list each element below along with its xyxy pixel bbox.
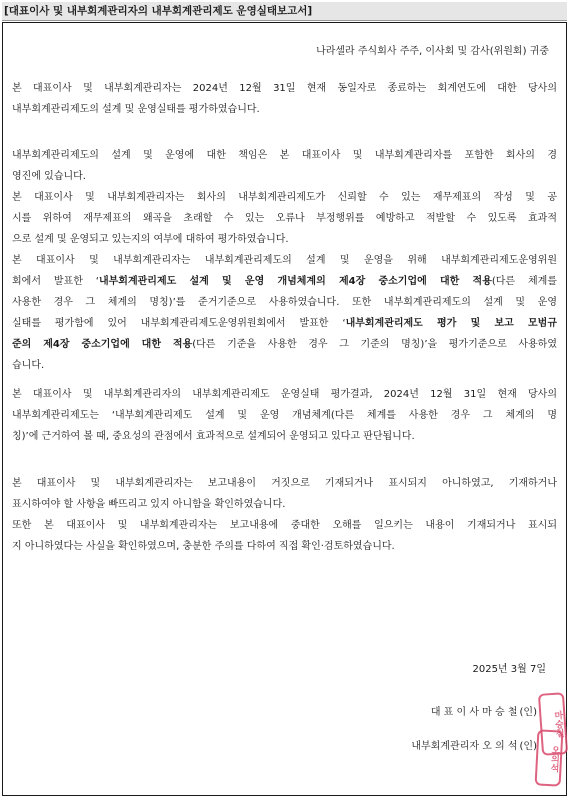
- paragraph-confirmation: [12, 473, 557, 557]
- text-line: 내부회계관리제도의 설계 및 운영실태를 평가하였습니다.: [12, 104, 260, 115]
- text-line: 사용한 경우 그 체계의 명칭)’를 준거기준으로 사용하였습니다. 또한 내부회계관리제도의 설계 및 운영: [12, 297, 557, 308]
- report-title-bar: [2, 2, 567, 21]
- text-line: 시를 위하여 재무제표의 왜곡을 초래할 수 있는 오류나 부정행위를 예방하고 적발할 수 있도록 효과적: [12, 213, 557, 224]
- text-line: 또한 본 대표이사 및 내부회계관리자는 보고내용에 중대한 오해를 일으키는 내용이 기재되거나 표시되: [12, 520, 557, 531]
- text-line: 본 대표이사 및 내부회계관리자는 2024년 12월 31일 현재 동일자로 종료하는 회계연도에 대한 당사의: [12, 83, 557, 94]
- report-date: 2025년 3월 7일: [472, 664, 546, 675]
- manager-seal-stamp: 오의석: [535, 729, 564, 786]
- manager-name: 내부회계관리자 오 의 석: [411, 741, 518, 752]
- report-title: [대표이사 및 내부회계관리자의 내부회계관리제도 운영실태보고서]: [4, 5, 313, 17]
- text-line: 내부회계관리제도의 설계 및 운영에 대한 책임은 본 대표이사 및 내부회계관리자를 포함한 회사의 경: [12, 150, 557, 161]
- text-line: 본 대표이사 및 내부회계관리자는 내부회계관리제도의 설계 및 운영을 위해 내부회계관리제도운영위원: [12, 255, 557, 266]
- text-line: 본 대표이사 및 내부회계관리자는 보고내용이 거짓으로 기재되거나 표시되지 아니하였고, 기재하거나: [12, 478, 557, 489]
- text-line: 내부회계관리제도는 ‘내부회계관리제도 설계 및 운영 개념체계(다른 체계를 사용한 경우 그 체계의 명: [12, 410, 557, 421]
- text-line: 영진에 있습니다.: [12, 171, 86, 182]
- text-line: 으로 설계 및 운영되고 있는지의 여부에 대하여 평가하였습니다.: [12, 234, 289, 245]
- bold-framework-name: 내부회계관리제도 설계 및 운영 개념체계의 제4장 중소기업에 대한 적용: [98, 276, 492, 287]
- ceo-name: 대 표 이 사 마 승 철: [430, 707, 518, 718]
- text-line: 본 대표이사 및 내부회계관리자는 회사의 내부회계관리제도가 신뢰할 수 있는 재무제표의 작성 및 공: [12, 192, 557, 203]
- text-line: 표시하여야 할 사항을 빠뜨리고 있지 아니함을 확인하였습니다.: [12, 499, 286, 510]
- text-line: 회에서 발표한 ‘내부회계관리제도 설계 및 운영 개념체계의 제4장 중소기업에 대한 적용(다른 체계를: [12, 276, 557, 287]
- text-line: 실태를 평가함에 있어 내부회계관리제도운영위원회에서 발표한 ‘내부회계관리제도 평가 및 보고 모범규: [12, 318, 557, 329]
- bold-standard-name: 준의 제4장 중소기업에 대한 적용: [12, 339, 193, 350]
- text-line: 습니다.: [12, 360, 45, 371]
- ceo-seal-stamp: 마승철: [538, 692, 568, 756]
- manager-seal-mark: (인): [519, 741, 537, 752]
- addressee-line: 나라셀라 주식회사 주주, 이사회 및 감사(위원회) 귀중: [316, 46, 549, 57]
- text-line: 지 아니하였다는 사실을 확인하였으며, 충분한 주의를 다하여 직접 확인·검토하였습니다.: [12, 541, 395, 552]
- paragraph-scope: [12, 78, 557, 120]
- text-line: 준의 제4장 중소기업에 대한 적용(다른 기준을 사용한 경우 그 기준의 명칭)’을 평가기준으로 사용하였: [12, 339, 557, 350]
- text-line: 본 대표이사 및 내부회계관리자의 내부회계관리제도 운영실태 평가결과, 2024년 12월 31일 현재 당사의: [12, 389, 557, 400]
- paragraph-conclusion: [12, 384, 557, 447]
- bold-standard-name: 내부회계관리제도 평가 및 보고 모범규: [345, 318, 557, 329]
- text-line: 칭)’에 근거하여 볼 때, 중요성의 관점에서 효과적으로 설계되어 운영되고 있다고 판단됩니다.: [12, 431, 415, 442]
- ceo-signature: [431, 702, 537, 723]
- paragraph-responsibility: [12, 145, 557, 376]
- ceo-seal-mark: (인): [519, 707, 537, 718]
- manager-signature: [411, 736, 537, 757]
